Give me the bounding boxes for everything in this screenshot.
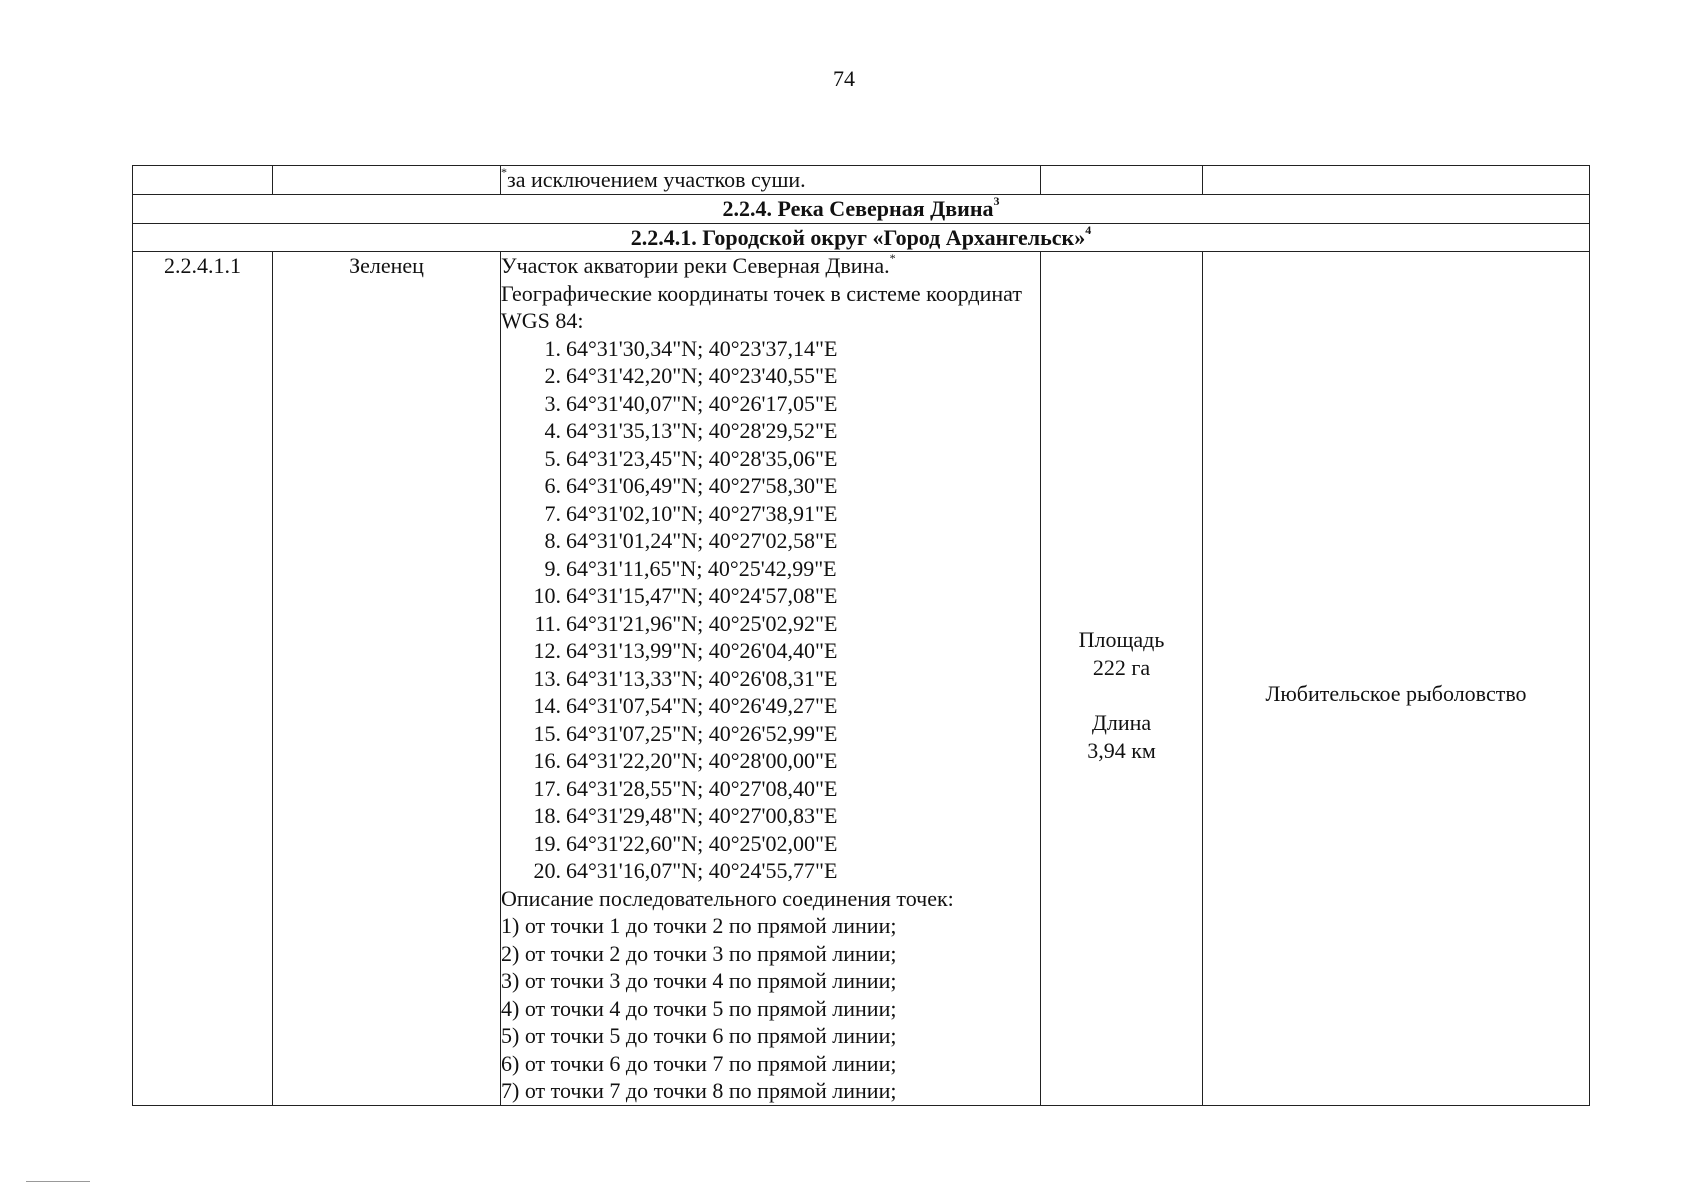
coordinate-item [501,857,1040,885]
note-marker: * [501,165,507,179]
section-heading-district [133,223,1590,252]
coordinate-number: 16. [533,748,561,773]
coordinate-value: 64°31'01,24"N; 40°27'02,58"E [566,528,838,553]
entry-usage [1203,252,1590,1106]
connection-item: 2) от точки 2 до точки 3 по прямой линии; [501,940,897,966]
connection-item: 5) от точки 5 до точки 6 по прямой линии; [501,1023,897,1048]
section-heading-river [133,195,1590,224]
section-title: 2.2.4.1. Городской округ «Город Архангельск» [630,224,1086,250]
coordinate-item [501,472,1040,500]
coordinate-number: 2. [544,363,561,388]
area-label: Площадь [1078,627,1165,652]
connections-intro: Описание последовательного соединения точек: [501,885,954,911]
title-marker: * [889,251,896,265]
page-number: 74 [833,66,855,91]
coordinate-number: 11. [534,610,561,636]
coordinate-item [501,637,1040,665]
footnote-ref: 4 [1085,222,1092,237]
coordinate-value: 64°31'22,20"N; 40°28'00,00"E [566,748,838,773]
coordinate-item [501,610,1040,638]
coordinate-item [501,445,1040,473]
length-value: 3,94 км [1087,737,1156,763]
coordinate-number: 20. [533,858,561,883]
coordinate-value: 64°31'29,48"N; 40°27'00,83"E [566,803,838,828]
coordinate-value: 64°31'21,96"N; 40°25'02,92"E [566,610,838,636]
description-title: Участок акватории реки Северная Двина.* [501,251,896,278]
land-exclusion-note [501,166,1041,195]
coordinate-value: 64°31'06,49"N; 40°27'58,30"E [566,473,838,498]
coordinate-item [501,747,1040,775]
coordinate-value: 64°31'40,07"N; 40°26'17,05"E [566,390,838,416]
coordinate-value: 64°31'28,55"N; 40°27'08,40"E [566,775,838,801]
coordinates-list [501,335,1040,885]
coordinate-number: 10. [533,583,561,608]
coordinate-item [501,555,1040,583]
footnote-rule [26,1181,90,1182]
empty-cell [1203,166,1590,195]
empty-cell [273,166,501,195]
coordinate-value: 64°31'13,33"N; 40°26'08,31"E [566,665,838,691]
coordinate-item [501,665,1040,693]
coordinate-number: 8. [544,528,561,553]
section-row-river [133,195,1590,224]
coordinate-item [501,802,1040,830]
coordinate-item [501,582,1040,610]
coordinate-item [501,692,1040,720]
usage-text: Любительское рыболовство [1265,681,1527,706]
entry-description [501,252,1041,1106]
coordinate-value: 64°31'07,25"N; 40°26'52,99"E [566,720,838,746]
entry-size [1041,252,1203,1106]
coordinate-value: 64°31'15,47"N; 40°24'57,08"E [566,583,838,608]
coordinate-item [501,417,1040,445]
coordinate-number: 7. [544,500,561,526]
section-row-district [133,223,1590,252]
coordinate-value: 64°31'13,99"N; 40°26'04,40"E [566,638,838,663]
coordinate-number: 17. [533,775,561,801]
coordinate-number: 6. [544,473,561,498]
coordinate-item [501,775,1040,803]
coordinate-number: 12. [533,638,561,663]
coordinate-value: 64°31'30,34"N; 40°23'37,14"E [566,335,838,361]
coordinate-value: 64°31'07,54"N; 40°26'49,27"E [566,693,838,718]
entry-code: 2.2.4.1.1 [133,252,273,1106]
continuation-row [133,166,1590,195]
coordinate-number: 14. [533,693,561,718]
coordinate-item [501,500,1040,528]
coordinate-item [501,362,1040,390]
coordinate-value: 64°31'42,20"N; 40°23'40,55"E [566,363,838,388]
coordinates-intro: Географические координаты точек в системе координат WGS 84: [501,280,1022,333]
entry-place: Зеленец [273,252,501,1106]
connection-item: 3) от точки 3 до точки 4 по прямой линии; [501,968,897,993]
coordinate-item [501,720,1040,748]
coordinate-number: 19. [533,830,561,856]
footnote-ref: 3 [993,194,1000,208]
empty-cell [1041,166,1203,195]
note-text: за исключением участков суши. [507,167,806,192]
coordinate-number: 5. [544,445,561,471]
coordinate-number: 4. [544,418,561,443]
coordinate-number: 3. [544,390,561,416]
coordinate-number: 1. [544,335,561,361]
empty-cell [133,166,273,195]
coordinate-value: 64°31'11,65"N; 40°25'42,99"E [566,555,837,581]
coordinate-item [501,527,1040,555]
coordinate-number: 15. [533,720,561,746]
connection-item: 6) от точки 6 до точки 7 по прямой линии; [501,1050,897,1076]
entry-row [133,252,1590,1106]
connection-item: 7) от точки 7 до точки 8 по прямой линии; [501,1078,897,1103]
connections-list [501,912,1040,1105]
connection-item: 4) от точки 4 до точки 5 по прямой линии; [501,995,897,1021]
coordinate-item [501,335,1040,363]
area-value: 222 га [1092,654,1151,680]
connection-item: 1) от точки 1 до точки 2 по прямой линии; [501,913,897,938]
coordinate-number: 9. [544,555,561,581]
coordinate-item [501,390,1040,418]
coordinate-number: 13. [533,665,561,691]
coordinate-value: 64°31'23,45"N; 40°28'35,06"E [566,445,838,471]
coordinate-value: 64°31'22,60"N; 40°25'02,00"E [566,830,838,856]
coordinate-value: 64°31'35,13"N; 40°28'29,52"E [566,418,838,443]
coordinate-number: 18. [533,803,561,828]
coordinate-value: 64°31'02,10"N; 40°27'38,91"E [566,500,838,526]
section-title: 2.2.4. Река Северная Двина [722,196,994,221]
fishing-areas-table [132,165,1590,1106]
coordinate-item [501,830,1040,858]
length-label: Длина [1091,710,1152,735]
coordinate-value: 64°31'16,07"N; 40°24'55,77"E [566,858,838,883]
